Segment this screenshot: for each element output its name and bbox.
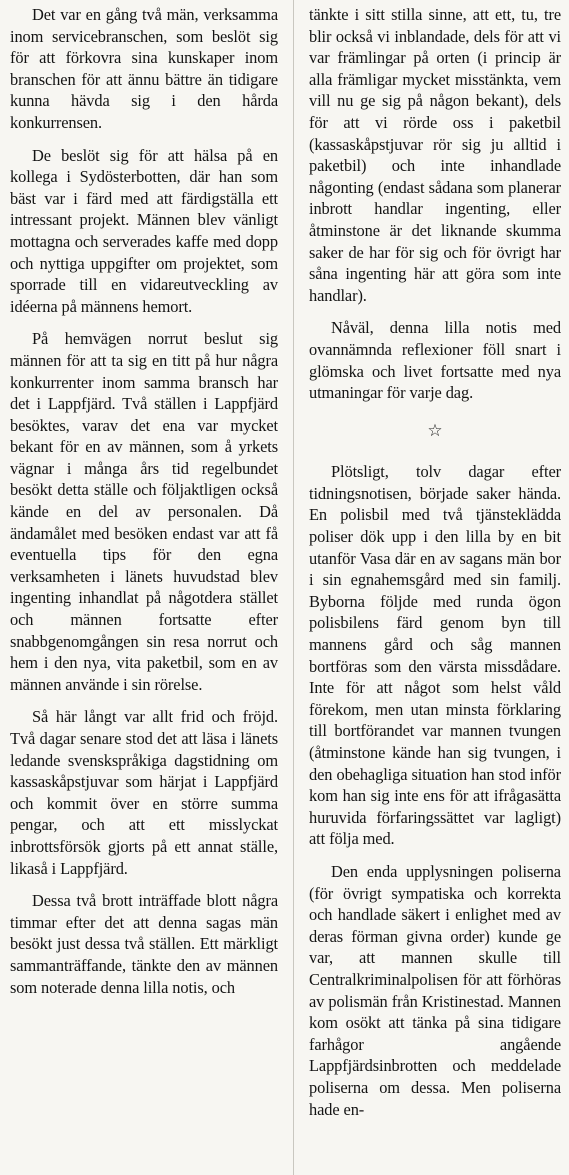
- paragraph-2: De beslöt sig för att hälsa på en kollega i Sydösterbotten, där han som bäst var i färd med att färdigställa ett intressant projekt. Männen blev vänligt mottagna och serverades kaffe med dopp och nyttiga uppgifter om projektet, som sporrade till en vidareutveckling av idéerna på männens hemort.: [10, 145, 278, 316]
- paragraph-5: Dessa två brott inträffade blott några timmar efter det att denna sagas män besökt just dessa två ställen. Ett märkligt sammanträffande, tänkte den av männen som noterade denna lilla notis, och: [10, 891, 278, 997]
- paragraph-5-continued: tänkte i sitt stilla sinne, att ett, tu, tre blir också vi inblandade, dels för att vi var främlingar på orten (i princip är alla främligar mycket misstänkta, vem vill nu ge sig på någon bekant), dels för att vi rörde oss i paketbil (kassaskåpstjuvar rör sig ju alltid i paketbil) och inte inhandlade någonting (endast sådana som planerar inbrott handlar ingenting, eller åtminstone är det liknande skumma saker de har för sig och för övrigt har såna ingenting här att göra som inte handlar).: [309, 5, 561, 305]
- paragraph-8: Den enda upplysningen poliserna (för övrigt sympatiska och korrekta och handlade säkert i enlighet med av deras förman givna order) kunde ge var, att mannen skulle till Centralkriminalpolisen för att förhöras av polismän från Kristinestad. Mannen kom osökt att tänka på sina tidigare farhågor angående Lappfjärdsinbrotten och meddelade poliserna om dessa. Men poliserna hade en-: [309, 861, 561, 1119]
- paragraph-1: Det var en gång två män, verksamma inom servicebranschen, som beslöt sig för att förkovra sina kunskaper inom branschen för att ännu bättre än tidigare kunna hävda sig i den hårda konkurrensen.: [10, 5, 278, 132]
- section-break-star-icon: ☆: [427, 420, 443, 440]
- paragraph-6: Nåväl, denna lilla notis med ovannämnda reflexioner föll snart i glömska och livet fortsatte med nya utmaningar för varje dag.: [309, 318, 561, 403]
- paragraph-4: Så här långt var allt frid och fröjd. Två dagar senare stod det att läsa i länets ledande svenskspråkiga dagstidning om kassaskåpstjuvar som härjat i Lappfjärd och kommit över en större summa pengar, och att ett misslyckat inbrottsförsök gjorts på ett annat ställe, likaså i Lappfjärd.: [10, 707, 278, 878]
- paragraph-3: På hemvägen norrut beslut sig männen för att ta sig en titt på hur några konkurrenter inom samma bransch har det i Lappfjärd. Två ställen i Lappfjärd besöktes, varav det ena var mycket bekant för en av männen, som å yrkets vägnar i många års tid regelbundet besökt detta ställe och följaktligen också kände en del av personalen. Då ändamålet med besöken endast var att få eventuella tips för den egna verksamheten i länets huvudstad blev ingenting inhandlat på någotdera stället och männen fortsatte efter snabbgenomgången sin resa norrut och hem i den nya, vita paketbil, som en av männen använde i sin rörelse.: [10, 329, 278, 694]
- paragraph-7: Plötsligt, tolv dagar efter tidningsnotisen, började saker hända. En polisbil med två tjänsteklädda poliser dök upp i den lilla by en bit utanför Vasa där en av sagans män bor i sin egnahemsgård med sin familj. Byborna följde med runda ögon polisbilens färd genom byn till mannens gård och såg mannen bortföras som den värsta missdådare. Inte för att något som helst våld förekom, men utan minsta förklaring till bortförandet var mannen tvungen (åtminstone kände han sig tvungen, i den obehagliga situation han stod inför kom han sig inte ens för att ifrågasätta huruvida förfaringssättet var lagligt) att följa med.: [309, 462, 561, 849]
- left-column: [10, 4, 278, 1009]
- right-column: [309, 4, 561, 1131]
- column-divider: [293, 0, 294, 1175]
